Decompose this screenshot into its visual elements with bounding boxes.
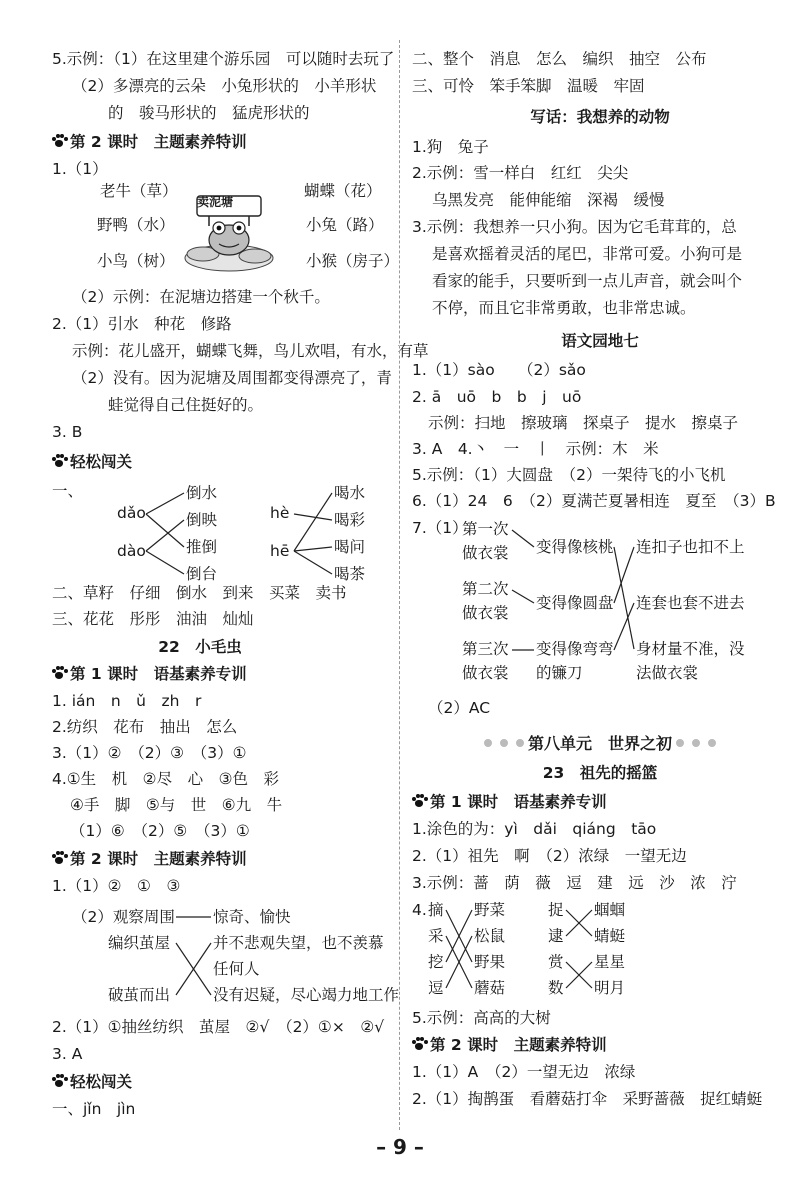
answer-line: 1.涂色的为：yì dǎi qiáng tāo (412, 820, 657, 838)
answer-line: 1. ián n ǔ zh r (52, 692, 202, 710)
match-left: 编织茧屋 (108, 934, 171, 952)
answer-line: 5.示例：（1）在这里建个游乐园 可以随时去玩了 (52, 50, 395, 68)
answer-line: 3. A 4.丶 一 丨 示例：木 米 (412, 440, 659, 458)
answer-line: 2.（1）引水 种花 修路 (52, 315, 232, 333)
section-heading: 轻松闯关 (52, 1071, 132, 1093)
pond-sign-text: 卖泥塘 (197, 195, 234, 209)
match-word: 野果 (474, 953, 506, 971)
match-word: 倒水 (186, 484, 218, 502)
match-word: 野菜 (474, 901, 506, 919)
answer-line: 4. (412, 901, 427, 919)
section-heading: 轻松闯关 (52, 451, 132, 473)
lesson-title: 23 祖先的摇篮 (542, 764, 658, 782)
answer-line: 蛙觉得自己住挺好的。 (108, 396, 264, 414)
answer-line: 一、jǐn jìn (52, 1100, 136, 1118)
section-heading: 第 2 课时 主题素养特训 (52, 848, 247, 870)
match-right: 没有迟疑，尽心竭力地工作 (213, 986, 400, 1004)
match-word: 喝彩 (334, 511, 366, 529)
match-word: 推倒 (186, 538, 218, 556)
section-title: 写话：我想养的动物 (530, 108, 670, 126)
match-middle: 的镰刀 (536, 664, 583, 682)
match-word: 赏 (548, 953, 564, 971)
match-word: 明月 (594, 979, 626, 997)
paw-icon (412, 1037, 427, 1051)
match-left: 第三次 (462, 640, 509, 658)
pinyin: dào (117, 542, 146, 560)
answer-line: 看家的能手，只要听到一点儿声音，就会叫个 (432, 272, 743, 290)
match-left: 第一次 (462, 520, 509, 538)
answer-line: 2.（1）掏鹊蛋 看蘑菇打伞 采野蔷薇 捉红蜻蜓 (412, 1090, 763, 1108)
answer-line: 二、整个 消息 怎么 编织 抽空 公布 (412, 50, 707, 68)
answer-line: 3.（1）② （2）③ （3）① (52, 744, 247, 762)
answer-line: （2）没有。因为泥塘及周围都变得漂亮了，青 (72, 369, 392, 387)
answer-line: 一、 (52, 482, 84, 500)
match-right: 身材量不准，没 (636, 640, 745, 658)
match-word: 逮 (548, 927, 564, 945)
answer-line: 示例：花儿盛开，蝴蝶飞舞，鸟儿欢唱，有水，有草 (72, 342, 429, 360)
answer-line: 2.（1）①抽丝纺织 茧屋 ②√ （2）①× ②√ (52, 1018, 385, 1036)
answer-line: 三、花花 彤彤 油油 灿灿 (52, 610, 254, 628)
match-left: （2）观察周围 (72, 908, 175, 926)
section-title: 语文园地七 (561, 332, 639, 350)
match-word: 星星 (594, 953, 626, 971)
answer-line: 7.（1） (412, 519, 468, 537)
answer-line: 2. ā uō b b j uō (412, 388, 582, 406)
answer-line: （2）AC (428, 699, 491, 717)
answer-line: 的 骏马形状的 猛虎形状的 (108, 104, 310, 122)
match-word: 蘑菇 (474, 979, 506, 997)
answer-line: 1.（1）② ① ③ (52, 877, 181, 895)
match-left: 做衣裳 (462, 544, 509, 562)
animal-item: 老牛（草） (100, 182, 178, 200)
match-word: 采 (428, 927, 444, 945)
match-word: 喝茶 (334, 565, 366, 583)
match-right: 并不悲观失望，也不羡慕 (213, 934, 384, 952)
pinyin: hè (270, 504, 290, 522)
lesson-title: 22 小毛虫 (158, 638, 242, 656)
animal-item: 蝴蝶（花） (304, 182, 382, 200)
match-middle: 变得像核桃 (536, 538, 614, 556)
answer-line: ④手 脚 ⑤与 世 ⑥九 牛 (70, 796, 283, 814)
match-word: 松鼠 (474, 927, 506, 945)
answer-line: （2）多漂亮的云朵 小兔形状的 小羊形状 (72, 77, 377, 95)
match-word: 蜻蜓 (594, 927, 626, 945)
match-right: 惊奇、愉快 (213, 908, 291, 926)
answer-line: 5.示例：（1）大圆盘 （2）一架待飞的小飞机 (412, 466, 726, 484)
animal-item: 小兔（路） (306, 216, 384, 234)
answer-line: 4.①生 机 ②尽 心 ③色 彩 (52, 770, 279, 788)
pinyin: hē (270, 542, 290, 560)
match-right: 法做衣裳 (636, 664, 699, 682)
match-left: 破茧而出 (108, 986, 171, 1004)
match-word: 逗 (428, 979, 444, 997)
match-word: 喝水 (334, 484, 366, 502)
answer-line: 二、草籽 仔细 倒水 到来 买菜 卖书 (52, 584, 347, 602)
section-heading: 第 2 课时 主题素养特训 (412, 1034, 607, 1056)
unit-title: 第八单元 世界之初 (400, 733, 800, 755)
answer-line: 3.示例：蔷 荫 薇 逗 建 远 沙 浓 泞 (412, 874, 737, 892)
answer-line: 3.示例：我想养一只小狗。因为它毛茸茸的，总 (412, 218, 737, 236)
match-word: 喝问 (334, 538, 366, 556)
answer-line: 1.（1） (52, 160, 108, 178)
answer-line: 6.（1）24 6 （2）夏满芒夏暑相连 夏至 （3）B (412, 492, 776, 510)
answer-line: 3. B (52, 423, 83, 441)
answer-line: 示例：扫地 擦玻璃 探桌子 提水 擦桌子 (428, 414, 739, 432)
answer-line: 2.示例：雪一样白 红红 尖尖 (412, 164, 629, 182)
match-left: 做衣裳 (462, 604, 509, 622)
answer-line: 1.（1）A （2）一望无边 浓绿 (412, 1063, 636, 1081)
answer-line: （2）示例：在泥塘边搭建一个秋千。 (72, 288, 330, 306)
answer-line: （1）⑥ （2）⑤ （3）① (70, 822, 250, 840)
answer-line: 2.纺织 花布 抽出 怎么 (52, 718, 238, 736)
answer-line: 乌黑发亮 能伸能缩 深褐 缓慢 (432, 191, 665, 209)
answer-line: 3. A (52, 1045, 83, 1063)
match-word: 蝈蝈 (594, 901, 626, 919)
answer-line: 不停，而且它非常勇敢，也非常忠诚。 (432, 299, 696, 317)
animal-item: 小鸟（树） (97, 252, 175, 270)
match-word: 挖 (428, 953, 444, 971)
match-middle: 变得像圆盘 (536, 594, 614, 612)
match-right: 连扣子也扣不上 (636, 538, 745, 556)
match-word: 倒映 (186, 511, 218, 529)
animal-item: 小猴（房子） (306, 252, 400, 270)
pinyin: dǎo (117, 504, 146, 522)
answer-line: 5.示例：高高的大树 (412, 1009, 551, 1027)
match-word: 数 (548, 979, 564, 997)
match-right: 任何人 (213, 960, 260, 978)
match-left: 做衣裳 (462, 664, 509, 682)
answer-line: 三、可怜 笨手笨脚 温暖 牢固 (412, 77, 645, 95)
answer-line: 1.（1）sào （2）sǎo (412, 361, 586, 379)
answer-line: 是喜欢摇着灵活的尾巴，非常可爱。小狗可是 (432, 245, 743, 263)
animal-item: 野鸭（水） (97, 216, 175, 234)
match-left: 第二次 (462, 580, 509, 598)
match-middle: 变得像弯弯 (536, 640, 614, 658)
answer-line: 2.（1）祖先 啊 （2）浓绿 一望无边 (412, 847, 687, 865)
match-right: 连套也套不进去 (636, 594, 745, 612)
match-word: 倒台 (186, 565, 218, 583)
section-heading: 第 2 课时 主题素养特训 (52, 131, 247, 153)
match-word: 捉 (548, 901, 564, 919)
section-heading: 第 1 课时 语基素养专训 (52, 663, 247, 685)
answer-line: 1.狗 兔子 (412, 138, 489, 156)
section-heading: 第 1 课时 语基素养专训 (412, 791, 607, 813)
page-number: – 9 – (376, 1135, 424, 1159)
match-word: 摘 (428, 901, 444, 919)
